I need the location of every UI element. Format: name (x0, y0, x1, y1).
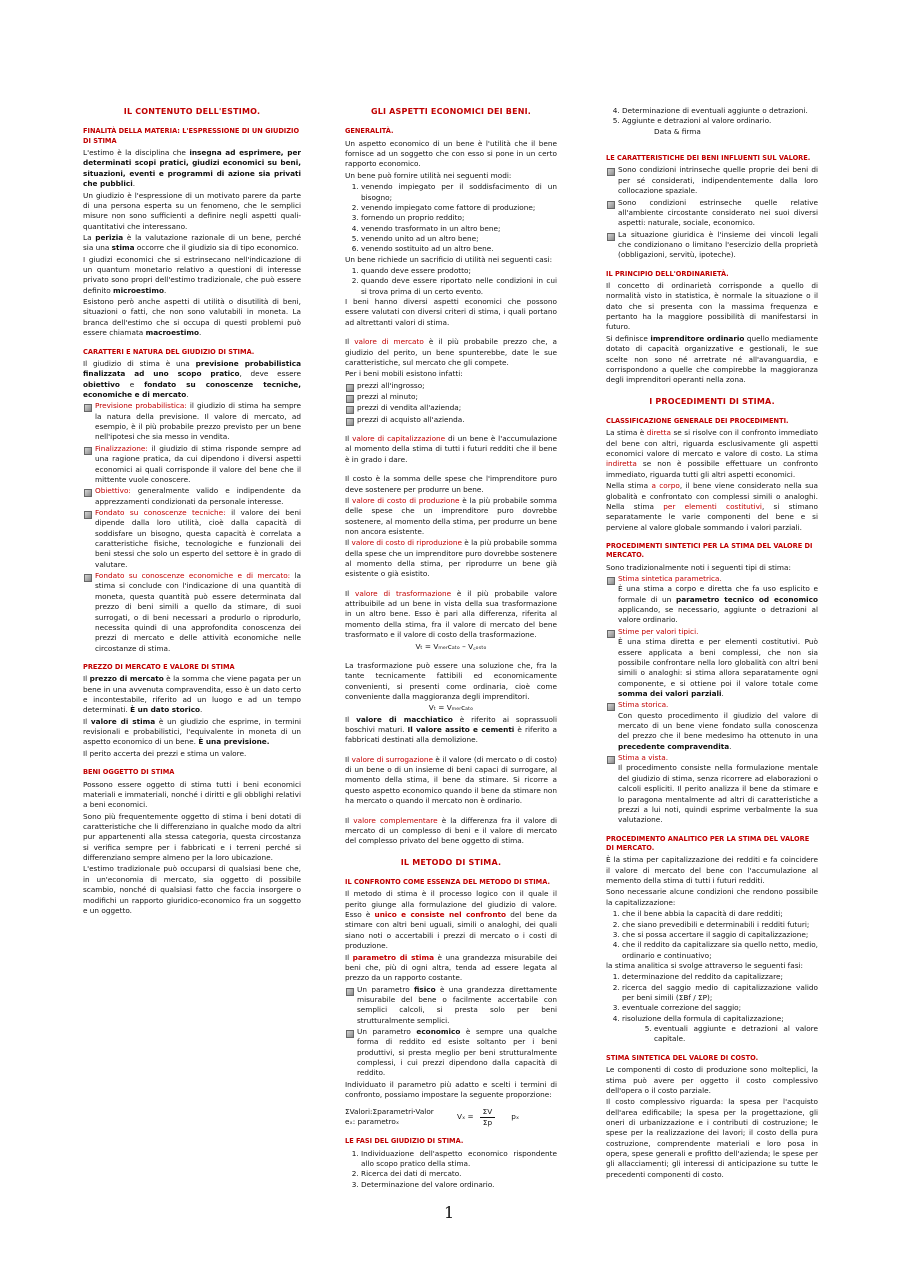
paragraph: Nella stima a corpo, il bene viene considerato nella sua globalità e confrontato con complessi simili o analoghi. Nella stima per elementi costitutivi, si stimano separatamente le varie componenti del bene e si perviene al valore globale sommando i valori parziali. (606, 481, 818, 532)
list-item: prezzi al minuto; (345, 392, 557, 402)
list-item: 2. ricerca del saggio medio di capitalizzazione valido per beni simili (ΣBf / ΣP); (622, 983, 818, 1004)
bullet-list-caratteri (83, 401, 301, 654)
numbered-list-fasi-cont (606, 106, 818, 127)
paragraph: Le componenti di costo di produzione sono molteplici, la stima può avere per oggetto il costo complessivo dell'opera o il costo parziale. (606, 1065, 818, 1095)
heading-classificazione: CLASSIFICAZIONE GENERALE DEI PROCEDIMENTI. (606, 416, 789, 425)
list-item: Un parametro fisico è una grandezza direttamente misurabile del bene o facilmente accertabile con semplici calcoli, si presta solo per beni strutturalmente semplici. (345, 985, 557, 1026)
list-item: Stima sintetica parametrica. È una stima a corpo e diretta che fa uso esplicito e formale di un parametro tecnico od economico applicando, se necessario, aggiunte o detrazioni al valore ordinario. (606, 574, 818, 626)
numbered-list-utilita (345, 182, 557, 255)
numbered-list-fasi (345, 1149, 557, 1190)
page-number: 1 (444, 1203, 455, 1222)
column-2 (345, 106, 557, 1190)
paragraph: Il costo complessivo riguarda: la spesa per l'acquisto dell'area edificabile; la spesa per la progettazione, gli oneri di urbanizzazione e i contributi di costruzione; le spese per la realizzazione dei lavori; il costo della pura costruzione, comprendente materiali e loro posa in opera, spese generali e profitto dell'azienda; le spese per gli allacciamenti; gli interessi di anticipazione su tutte le precedenti componenti di costo. (606, 1097, 818, 1179)
paragraph: Sono tradizionalmente noti i seguenti tipi di stima: (606, 562, 791, 572)
list-item: 2. Ricerca dei dati di mercato. (361, 1169, 557, 1179)
paragraph: I giudizi economici che si estrinsecano nell'indicazione di un quantum monetario relativo a questioni di interesse privato sono propri dell'estimo tradizionale, che può essere definito microestimo. (83, 254, 301, 295)
list-item: 6. venendo sostituito ad un altro bene. (361, 244, 557, 254)
heading-procedimenti-sintetici: PROCEDIMENTI SINTETICI PER LA STIMA DEL VALORE DI MERCATO. (606, 541, 813, 560)
list-item: Sono condizioni estrinseche quelle relative all'ambiente circostante considerato nei suoi diversi aspetti: naturale, sociale, economico. (606, 198, 818, 229)
paragraph: Il valore di stima è un giudizio che esprime, in termini revisionali e probabilistici, l'equivalente in moneta di un aspetto economico di un bene. È una previsione. (83, 716, 301, 747)
paragraph: Il prezzo di mercato è la somma che viene pagata per un bene in una avvenuta compravendita, esso è un dato certo e incontestabile, riferito ad un luogo e ad un tempo determinati. È un dato storico. (83, 674, 301, 715)
list-item: 4. che il reddito da capitalizzare sia quello netto, medio, ordinario e continuativo; (622, 940, 818, 961)
paragraph: Il valore di capitalizzazione di un bene è l'accumulazione al momento della stima di tutti i futuri redditi che il bene è in grado i dare. (345, 434, 558, 464)
paragraph: Il giudizio di stima è una previsione probabilistica finalizzata ad uno scopo pratico, deve essere obiettivo e fondato su conoscenze tecniche, economiche e di mercato. (83, 358, 301, 399)
list-item: 1. Individuazione dell'aspetto economico rispondente allo scopo pratico della stima. (361, 1149, 557, 1170)
paragraph: Il valore di surrogazione è il valore (di mercato o di costo) di un bene o di un insieme di beni capaci di surrogare, al momento della stima, il bene da stimare. Si ricorre a questo aspetto economico quando il bene da stimare non ha mercato o quando il mercato non è ordinario. (345, 754, 557, 806)
paragraph: Il costo è la somma delle spese che l'imprenditore puro deve sostenere per produrre un bene. (345, 474, 557, 494)
paragraph: Un aspetto economico di un bene è l'utilità che il bene fornisce ad un soggetto che con esso si pone in un certo rapporto economico. (345, 138, 557, 169)
paragraph: Il valore di costo di riproduzione è la più probabile somma della spese che un imprenditore puro dovrebbe sostenere al momento della stima, per riprodurre un bene già esistente o già esistito. (345, 538, 558, 579)
section-title-procedimenti: I PROCEDIMENTI DI STIMA. (649, 396, 775, 406)
heading-finalita: FINALITÀ DELLA MATERIA: L'ESPRESSIONE DI UN GIUDIZIO DI STIMA (83, 127, 300, 145)
numbered-list-fase-5 (606, 1024, 818, 1045)
column-1 (83, 106, 301, 917)
paragraph: Il valore di costo di produzione è la più probabile somma delle spese che un imprenditore puro dovrebbe sostenere, al momento della stima, per produrre un bene non ancora esistente. (345, 495, 557, 536)
formula-lhs: Vₓ = (457, 1112, 474, 1122)
formula-rhs: pₓ (511, 1112, 520, 1122)
paragraph: Esistono però anche aspetti di utilità o disutilità di beni, situazioni o fatti, che non sono valutabili in moneta. La branca dell'estimo che si occupa di questi problemi può essere chiamata macroestimo. (83, 297, 301, 338)
bullet-list-prezzi (345, 381, 557, 425)
paragraph: Il perito accerta dei prezzi e stima un valore. (83, 748, 247, 758)
list-item: 2. che siano prevedibili e determinabili i redditi futuri; (622, 920, 818, 930)
list-item: 1. che il bene abbia la capacità di dare redditi; (622, 909, 818, 919)
list-item: Fondato su conoscenze tecniche: il valore dei beni dipende dalla loro utilità, cioè dalla capacità di soddisfare un bisogno, questa capacità è correlata a caratteristiche fisiche, tecnologiche e funzionali dei beni stessi che solo un esperto del settore è in grado di valutare. (83, 508, 301, 570)
heading-generalita: GENERALITÀ. (345, 127, 394, 136)
paragraph: Possono essere oggetto di stima tutti i beni economici materiali e immateriali, nonché i diritti e gli obblighi relativi a beni economici. (83, 779, 301, 810)
list-item: 5. venendo unito ad un altro bene; (361, 234, 557, 244)
paragraph: Il valore di macchiatico è riferito ai soprassuoli boschivi maturi. Il valore assito e cementi è riferito a fabbricati destinati alla demolizione. (345, 714, 557, 745)
proporzione-formula (345, 1107, 557, 1129)
paragraph: Un bene richiede un sacrificio di utilità nei seguenti casi: (345, 254, 553, 264)
paragraph: Il concetto di ordinarietà corrisponde a quello di normalità visto in statistica, è normale la situazione o il dato che si presenta con la massima frequenza e pertanto ha la maggiore possibilità di manifestarsi in futuro. (606, 281, 818, 332)
list-item: prezzi di vendita all'azienda; (345, 403, 557, 413)
list-item: 3. eventuale correzione del saggio; (622, 1003, 818, 1013)
heading-caratteristiche: LE CARATTERISTICHE DEI BENI INFLUENTI SUL VALORE. (606, 154, 811, 163)
paragraph: Il parametro di stima è una grandezza misurabile dei beni che, più di ogni altra, tenda ad essere legata al prezzo da un rapporto costante. (345, 952, 557, 983)
list-item: 4. risoluzione della formula di capitalizzazione; (622, 1014, 818, 1024)
paragraph: La stima è diretta se si risolve con il confronto immediato del bene con altri, riguarda esclusivamente gli aspetti economici valore di mercato e valore di costo. La stima indiretta se non è possibile effettuare un confronto immediato, riguarda tutti gli altri aspetti economici. (606, 428, 818, 479)
paragraph: Un giudizio è l'espressione di un motivato parere da parte di una persona esperta su un fenomeno, che le semplici misure non sono sufficienti a definire negli aspetti quali-quantitativi che interessano. (83, 190, 301, 231)
list-item: prezzi di acquisto all'azienda. (345, 415, 557, 425)
list-item: prezzi all'ingrosso; (345, 381, 557, 391)
section-title-aspetti-economici: GLI ASPETTI ECONOMICI DEI BENI. (370, 107, 532, 116)
list-item: 4. Determinazione di eventuali aggiunte o detrazioni. (622, 106, 818, 116)
section-title-metodo-stima: IL METODO DI STIMA. (400, 857, 502, 867)
section-title-contenuto-estimo: IL CONTENUTO DELL'ESTIMO. (123, 107, 261, 116)
bullet-list-caratteristiche (606, 165, 818, 260)
heading-ordinarieta: IL PRINCIPIO DELL'ORDINARIETÀ. (606, 269, 729, 278)
heading-fasi: LE FASI DEL GIUDIZIO DI STIMA. (345, 1137, 464, 1146)
heading-beni-oggetto: BENI OGGETTO DI STIMA (83, 768, 175, 777)
heading-procedimento-analitico: PROCEDIMENTO ANALITICO PER LA STIMA DEL VALORE DI MERCATO. (606, 834, 810, 852)
paragraph: Sono più frequentemente oggetto di stima i beni dotati di caratteristiche che li differenziano in qualche modo da altri pur appartenenti alla stessa categoria, questa circostanza si verifica sempre per i fabbricati e i terreni perché si differenziano sempre almeno per la loro ubicazione. (83, 811, 301, 863)
list-item: 5. eventuali aggiunte e detrazioni al valore capitale. (654, 1024, 818, 1045)
paragraph: Per i beni mobili esistono infatti: (345, 369, 463, 379)
numbered-list-fasi-analitica (606, 972, 818, 1024)
list-item: Previsione probabilistica: il giudizio di stima ha sempre la natura della previsione. Il valore di mercato, ad esempio, è il più probabile prezzo previsto per un bene nell'ipotesi che sia messo in vendita. (83, 401, 301, 442)
heading-prezzo-valore: PREZZO DI MERCATO E VALORE DI STIMA (83, 662, 235, 671)
bullet-list-parametri (345, 985, 557, 1079)
paragraph: I beni hanno diversi aspetti economici che possono essere valutati con diversi criteri di stima, i quali portano ad altrettanti valori di stima. (345, 297, 557, 327)
heading-stima-costo: STIMA SINTETICA DEL VALORE DI COSTO. (606, 1053, 759, 1062)
paragraph: Un bene può fornire utilità nei seguenti modi: (345, 170, 512, 180)
paragraph: Il valore complementare è la differenza fra il valore di mercato di un complesso di beni e il valore di mercato del complesso privato del bene oggetto di stima. (345, 815, 558, 846)
formula-trasformazione-ordinaria: Vₜ = Vₘₑᵣcₐₜₒ (428, 703, 474, 713)
list-item: Un parametro economico è sempre una qualche forma di reddito ed esiste soltanto per i beni produttivi, si presta meglio per beni strutturalmente complessi, i cui prezzi dipendono dalla capacità di reddito. (345, 1027, 557, 1079)
list-item: La situazione giuridica è l'insieme dei vincoli legali che condizionano o limitano l'esercizio della proprietà (obbligazioni, servitù, ipoteche). (606, 230, 818, 261)
list-item: 3. fornendo un proprio reddito; (361, 213, 557, 223)
formula-trasformazione: Vₜ = Vₘₑᵣcₐₜₒ – V꜀ₒₛₜₒ (415, 641, 487, 651)
list-item: 2. quando deve essere riportato nelle condizioni in cui si trova prima di un certo evento. (361, 276, 557, 297)
formula-fraction: $\frac{\Sigma V}{\Sigma p}$ (480, 1107, 496, 1129)
list-item: 1. venendo impiegato per il soddisfacimento di un bisogno; (361, 182, 557, 203)
paragraph: Si definisce imprenditore ordinario quello mediamente dotato di capacità organizzative e gestionali, le sue scelte non sono né arretrate né all'avanguardia, e corrispondono a quelle che compirebbe la maggioranza degli imprenditori operanti nella zona. (606, 333, 818, 385)
list-item: Finalizzazione: il giudizio di stima risponde sempre ad una ragione pratica, da cui dipendono i diversi aspetti economici ai quali corrisponde il valore del bene che il mittente vuole conoscere. (83, 444, 301, 485)
paragraph: È la stima per capitalizzazione dei redditi e fa coincidere il valore di mercato del bene con l'accumulazione al memento della stima di tutti i futuri redditi. (606, 855, 818, 886)
list-item: Stime per valori tipici. È una stima diretta e per elementi costitutivi. Può essere applicata a beni complessi, che non sia possibile confrontare nella loro globalità con altri beni simili o analoghi: si stima allora separatamente ogni componente, e si ottiene poi il valore totale come somma dei valori parziali. (606, 627, 818, 700)
heading-confronto: IL CONFRONTO COME ESSENZA DEL METODO DI STIMA. (345, 878, 550, 886)
signature-line: Data & firma (654, 126, 701, 136)
list-item: 1. determinazione del reddito da capitalizzare; (622, 972, 818, 982)
paragraph: Sono necessarie alcune condizioni che rendono possibile la capitalizzazione: (606, 887, 818, 907)
list-item: Fondato su conoscenze economiche e di mercato: la stima si conclude con l'indicazione di una quantità di moneta, questa quantità può essere determinata dal prezzo di beni simili a quello da stimare, di suoi surrogati, o di beni necessari a produrlo o riprodurlo, necessita quindi di una approfondita conoscenza dei prezzi di mercato e delle attività economiche nelle circostanze di stima. (83, 571, 301, 654)
numbered-list-sacrificio (345, 266, 557, 297)
list-item: 3. Determinazione del valore ordinario. (361, 1180, 557, 1190)
formula-text: ΣValori:ΣparametriꞏValor (345, 1107, 434, 1117)
heading-caratteri: CARATTERI E NATURA DEL GIUDIZIO DI STIMA. (83, 347, 255, 356)
list-item: 3. che si possa accertare il saggio di capitalizzazione; (622, 930, 818, 940)
column-3 (606, 106, 818, 1181)
list-item: 4. venendo trasformato in un altro bene; (361, 224, 557, 234)
list-item: 2. venendo impiegato come fattore di produzione; (361, 203, 557, 213)
numbered-list-condizioni (606, 909, 818, 961)
paragraph: La trasformazione può essere una soluzione che, fra la tante tecnicamente fattibili ed economicamente convenienti, si presenti come ordinaria, cioè come conveniente dalla maggioranza degli imprenditori. (345, 660, 557, 701)
list-item: Stima a vista. Il procedimento consiste nella formulazione mentale del giudizio di stima, senza ricorrere ad elaborazioni o calcoli espliciti. Il perito analizza il bene da stimare e lo paragona mentalmente ad altri di caratteristiche a prezzi a lui noti, quindi esprime verbalmente la sua valutazione. (606, 753, 818, 826)
paragraph: Individuato il parametro più adatto e scelti i termini di confronto, possiamo impostare la seguente proporzione: (345, 1079, 557, 1100)
list-item: 5. Aggiunte e detrazioni al valore ordinario. (622, 116, 818, 126)
list-item: Obiettivo: generalmente valido e indipendente da apprezzamenti condizionati da personale interesse. (83, 486, 301, 507)
paragraph: Il valore di mercato è il più probabile prezzo che, a giudizio del perito, un bene spunterebbe, date le sue caratteristiche, sul mercato che gli compete. (345, 337, 558, 367)
formula-text: eₓ: parametroₓ (345, 1117, 400, 1127)
paragraph: La perizia è la valutazione razionale di un bene, perché sia una stima occorre che il giudizio sia di tipo economico. (83, 232, 301, 253)
paragraph: L'estimo tradizionale può occuparsi di qualsiasi bene che, in un'economia di mercato, sia oggetto di possibile scambio, nonché di qualsiasi fatto che faccia insorgere o modifichi un rapporto giuridico-economico fra un soggetto e un oggetto. (83, 864, 301, 915)
paragraph: L'estimo è la disciplina che insegna ad esprimere, per determinati scopi pratici, giudizi economici su beni, situazioni, eventi e programmi di azione sia privati che pubblici. (83, 148, 301, 189)
list-item: Stima storica. Con questo procedimento il giudizio del valore di mercato di un bene viene fondato sulla conoscenza del prezzo che il bene medesimo ha ottenuto in una precedente compravendita. (606, 700, 818, 752)
paragraph: la stima analitica si svolge attraverso le seguenti fasi: (606, 960, 804, 970)
bullet-list-procedimenti (606, 574, 818, 826)
list-item: 1. quando deve essere prodotto; (361, 266, 557, 276)
paragraph: Il metodo di stima è il processo logico con il quale il perito giunge alla formulazione del giudizio di valore. Esso è unico e consiste nel confronto del bene da stimare con altri beni uguali, simili o analoghi, dei quali siano noti o accertabili i prezzi di mercato o i costi di produzione. (345, 889, 557, 951)
paragraph: Il valore di trasformazione è il più probabile valore attribuibile ad un bene in vista della sua trasformazione in un altro bene. Esso è pari alla differenza, riferita al momento della stima, fra il valore di mercato del bene trasformato e il valore di costo della trasformazione. (345, 588, 557, 640)
list-item: Sono condizioni intrinseche quelle proprie dei beni di per sé considerati, indipendentemente dalla loro collocazione spaziale. (606, 165, 818, 196)
